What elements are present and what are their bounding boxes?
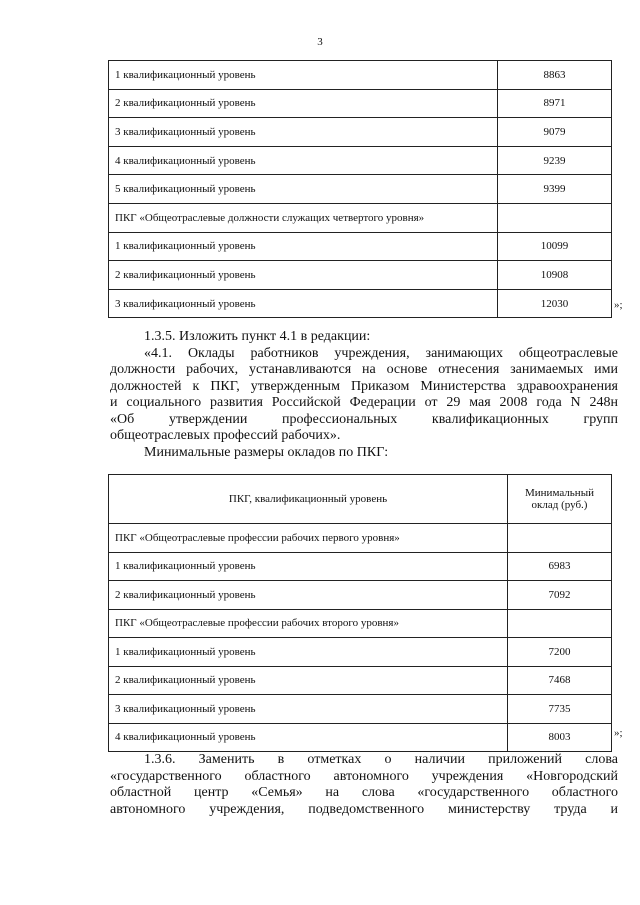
table-row	[109, 232, 612, 261]
section-heading: 1.3.5. Изложить пункт 4.1 в редакции:	[144, 329, 371, 344]
group-label: ПКГ «Общеотраслевые профессии рабочих второго уровня»	[109, 609, 508, 638]
paragraph-line: «Об утверждении профессиональных квалификационных групп	[110, 411, 618, 427]
row-value: 10099	[498, 232, 612, 261]
table-row	[109, 666, 612, 695]
column-header: Минимальный оклад (руб.)	[508, 475, 612, 524]
row-label: 2 квалификационный уровень	[109, 89, 498, 118]
table-row	[109, 695, 612, 724]
row-value: 7468	[508, 666, 612, 695]
table-row	[109, 118, 612, 147]
row-label: 2 квалификационный уровень	[109, 261, 498, 290]
row-value: 8971	[498, 89, 612, 118]
row-value: 7735	[508, 695, 612, 724]
paragraph-line: автономного учреждения, подведомственного министерству труда и	[110, 801, 618, 817]
table2-closing-quote: »;	[614, 727, 623, 739]
row-value	[508, 524, 612, 553]
salary-table-workers	[108, 474, 612, 752]
row-value: 9079	[498, 118, 612, 147]
section-1-3-6	[110, 752, 618, 818]
table-row	[109, 175, 612, 204]
row-label: 4 квалификационный уровень	[109, 146, 498, 175]
table-row	[109, 203, 612, 232]
row-value: 9239	[498, 146, 612, 175]
section-1-3-5	[110, 329, 618, 461]
row-value: 12030	[498, 289, 612, 318]
row-label: 4 квалификационный уровень	[109, 723, 508, 752]
column-header: ПКГ, квалификационный уровень	[109, 475, 508, 524]
salary-table-servants	[108, 60, 612, 318]
row-label: 3 квалификационный уровень	[109, 118, 498, 147]
row-value: 6983	[508, 552, 612, 581]
table-row	[109, 552, 612, 581]
table-row	[109, 146, 612, 175]
row-label: 2 квалификационный уровень	[109, 581, 508, 610]
table-header-row	[109, 475, 612, 524]
paragraph-line: должностей к ПКГ, утвержденным Приказом Министерства здравоохранения	[110, 378, 618, 394]
row-label: 5 квалификационный уровень	[109, 175, 498, 204]
table-row	[109, 524, 612, 553]
table-row	[109, 289, 612, 318]
row-label: 1 квалификационный уровень	[109, 232, 498, 261]
table-row	[109, 89, 612, 118]
paragraph-line: должности рабочих, устанавливаются на основе отнесения занимаемых ими	[110, 362, 618, 377]
table-row	[109, 581, 612, 610]
row-label: 1 квалификационный уровень	[109, 61, 498, 90]
row-label: 3 квалификационный уровень	[109, 289, 498, 318]
row-value	[508, 609, 612, 638]
row-value	[498, 203, 612, 232]
row-value: 7200	[508, 638, 612, 667]
row-value: 9399	[498, 175, 612, 204]
table1-closing-quote: »;	[614, 299, 623, 311]
paragraph-line: общеотраслевых профессий рабочих».	[110, 428, 341, 443]
table-row	[109, 61, 612, 90]
row-label: 3 квалификационный уровень	[109, 695, 508, 724]
row-value: 8863	[498, 61, 612, 90]
group-label: ПКГ «Общеотраслевые должности служащих четвертого уровня»	[109, 203, 498, 232]
paragraph-line: и социального развития Российской Федерации от 29 мая 2008 года N 248н	[110, 395, 618, 410]
row-value: 10908	[498, 261, 612, 290]
row-value: 7092	[508, 581, 612, 610]
table-row	[109, 638, 612, 667]
row-value: 8003	[508, 723, 612, 752]
paragraph-line: Минимальные размеры окладов по ПКГ:	[144, 444, 389, 460]
table-row	[109, 723, 612, 752]
paragraph-line: «государственного областного автономного учреждения «Новгородский	[110, 768, 618, 784]
table-row	[109, 609, 612, 638]
paragraph-line: областной центр «Семья» на слова «государственного областного	[110, 785, 618, 800]
row-label: 1 квалификационный уровень	[109, 552, 508, 581]
row-label: 2 квалификационный уровень	[109, 666, 508, 695]
page-number: 3	[317, 36, 323, 48]
group-label: ПКГ «Общеотраслевые профессии рабочих первого уровня»	[109, 524, 508, 553]
table-row	[109, 261, 612, 290]
paragraph-line: «4.1. Оклады работников учреждения, занимающих общеотраслевые	[144, 345, 618, 361]
paragraph-line: 1.3.6. Заменить в отметках о наличии приложений слова	[144, 752, 618, 767]
row-label: 1 квалификационный уровень	[109, 638, 508, 667]
